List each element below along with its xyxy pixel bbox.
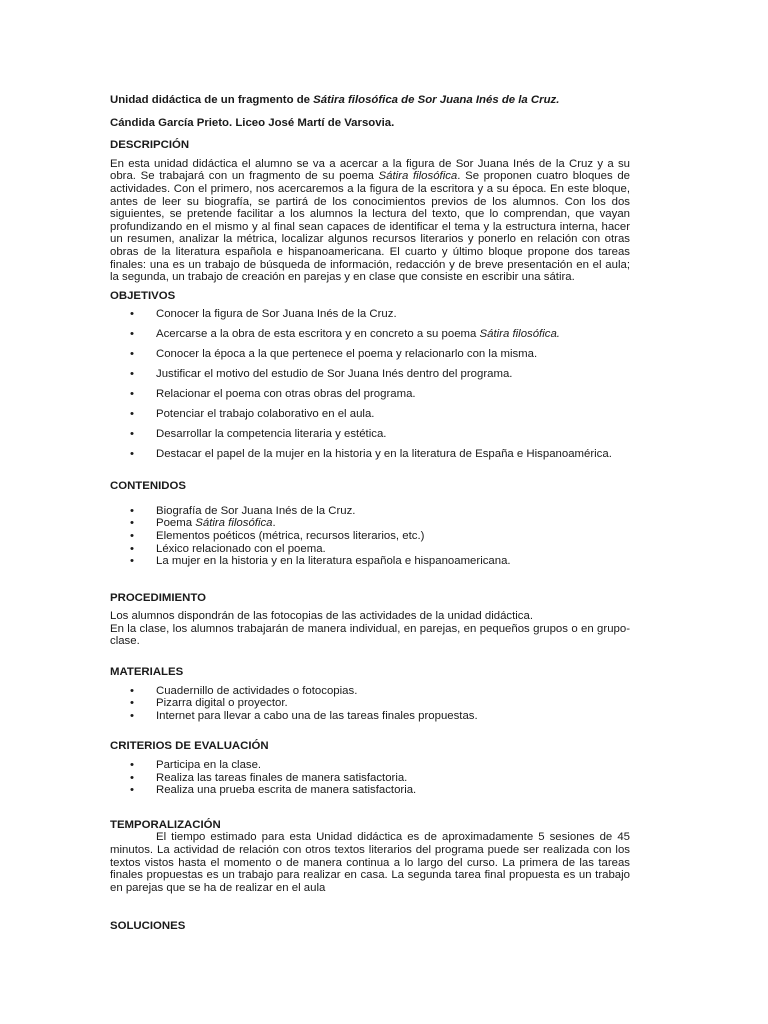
title-prefix: Unidad didáctica de un fragmento de bbox=[110, 94, 314, 106]
list-item-text: Relacionar el poema con otras obras del programa. bbox=[156, 387, 416, 400]
bullet-icon: • bbox=[130, 348, 134, 361]
bullet-icon: • bbox=[130, 759, 134, 772]
bullet-icon: • bbox=[130, 367, 134, 380]
list-item bbox=[110, 784, 630, 797]
procedimiento-line2: En la clase, los alumnos trabajarán de manera individual, en parejas, en pequeños grupos o en grupo-clase. bbox=[110, 622, 630, 648]
criterios-list bbox=[110, 759, 630, 797]
bullet-icon: • bbox=[130, 447, 134, 460]
bullet-icon: • bbox=[130, 308, 134, 321]
descripcion-paragraph bbox=[110, 158, 630, 284]
list-item bbox=[110, 348, 630, 361]
list-item-text: Destacar el papel de la mujer en la historia y en la literatura de España e Hispanoamérica. bbox=[156, 447, 612, 460]
list-item-text: Participa en la clase. bbox=[156, 759, 262, 772]
bullet-icon: • bbox=[130, 684, 134, 697]
materiales-list bbox=[110, 685, 630, 723]
list-item-text: Conocer la figura de Sor Juana Inés de la Cruz. bbox=[156, 308, 397, 321]
bullet-icon: • bbox=[130, 387, 134, 400]
list-item-text: Cuadernillo de actividades o fotocopias. bbox=[156, 684, 358, 697]
list-item-text: Léxico relacionado con el poema. bbox=[156, 542, 326, 555]
bullet-icon: • bbox=[130, 504, 134, 517]
list-item-text: Potenciar el trabajo colaborativo en el aula. bbox=[156, 407, 375, 420]
document-title bbox=[110, 94, 630, 107]
bullet-icon: • bbox=[130, 427, 134, 440]
contenidos-list bbox=[110, 505, 630, 568]
temporalizacion-paragraph: El tiempo estimado para esta Unidad didáctica es de aproximadamente 5 sesiones de 45 minutos. La actividad de relación con otros textos literarios del programa puede ser realizada con los textos vistos hasta el momento o de manera continua a lo largo del curso. La primera de las tareas finales propuestas es un trabajo para realizar en casa. La segunda tarea final propuesta es un trabajo en parejas que se ha de realizar en el aula bbox=[110, 831, 630, 894]
list-item-text: Realiza una prueba escrita de manera satisfactoria. bbox=[156, 784, 417, 797]
list-item bbox=[110, 685, 630, 698]
descripcion-part1: En esta unidad didáctica el alumno se va a acercar a la figura de Sor Juana Inés de la Cruz y a su obra. Se trabajará con un fragmento de su poema bbox=[110, 157, 630, 183]
list-item-text: Desarrollar la competencia literaria y estética. bbox=[156, 427, 387, 440]
heading-procedimiento: PROCEDIMIENTO bbox=[110, 591, 206, 604]
list-item-italic: Sátira filosófica bbox=[195, 517, 273, 530]
list-item-text: Realiza las tareas finales de manera satisfactoria. bbox=[156, 771, 408, 784]
heading-contenidos: CONTENIDOS bbox=[110, 480, 186, 493]
document-content bbox=[110, 94, 630, 939]
bullet-icon: • bbox=[130, 555, 134, 568]
list-item bbox=[110, 448, 630, 461]
bullet-icon: • bbox=[130, 407, 134, 420]
title-work: Sátira filosófica de Sor Juana Inés de la Cruz. bbox=[313, 94, 560, 106]
bullet-icon: • bbox=[130, 784, 134, 797]
list-item-text: Justificar el motivo del estudio de Sor Juana Inés dentro del programa. bbox=[156, 367, 513, 380]
heading-descripcion: DESCRIPCIÓN bbox=[110, 139, 190, 152]
list-item bbox=[110, 428, 630, 441]
list-item-text: Conocer la época a la que pertenece el poema y relacionarlo con la misma. bbox=[156, 348, 538, 361]
list-item bbox=[110, 697, 630, 710]
heading-temporalizacion: TEMPORALIZACIÓN bbox=[110, 818, 221, 831]
list-item bbox=[110, 772, 630, 785]
list-item bbox=[110, 759, 630, 772]
list-item bbox=[110, 368, 630, 381]
bullet-icon: • bbox=[130, 771, 134, 784]
list-item bbox=[110, 408, 630, 421]
bullet-icon: • bbox=[130, 328, 134, 341]
list-item bbox=[110, 328, 630, 341]
list-item-text: Pizarra digital o proyector. bbox=[156, 697, 288, 710]
list-item-text: Acercarse a la obra de esta escritora y en concreto a su poema bbox=[156, 328, 480, 341]
list-item-text: La mujer en la historia y en la literatura española e hispanoamericana. bbox=[156, 555, 511, 568]
procedimiento-line1: Los alumnos dispondrán de las fotocopias de las actividades de la unidad didáctica. bbox=[110, 610, 533, 623]
list-item bbox=[110, 555, 630, 568]
bullet-icon: • bbox=[130, 709, 134, 722]
bullet-icon: • bbox=[130, 697, 134, 710]
descripcion-part2: . Se proponen cuatro bloques de actividades. Con el primero, nos acercaremos a la figura de la escritora y a su época. En este bloque, antes de leer su biografía, se partirá de los conocimientos previos de los alumnos. Con los dos siguientes, se pretende facilitar a los alumnos la lectura del texto, que lo comprendan, que vayan profundizando en el mismo y al final sean capaces de identificar el tema y la estructura interna, hacer un resumen, analizar la métrica, localizar algunos recursos literarios y ponerlo en relación con otras obras de la literatura española e hispanoamericana. El cuarto y último bloque propone dos tareas finales: una es un trabajo de búsqueda de información, redacción y de breve presentación en el aula; la segunda, un trabajo de creación en parejas y en clase que consiste en escribir una sátira. bbox=[110, 170, 630, 284]
heading-objetivos: OBJETIVOS bbox=[110, 289, 176, 302]
bullet-icon: • bbox=[130, 517, 134, 530]
list-item-text: Biografía de Sor Juana Inés de la Cruz. bbox=[156, 504, 356, 517]
heading-soluciones: SOLUCIONES bbox=[110, 920, 186, 933]
list-item bbox=[110, 710, 630, 723]
document-author: Cándida García Prieto. Liceo José Martí de Varsovia. bbox=[110, 116, 395, 129]
list-item bbox=[110, 388, 630, 401]
list-item bbox=[110, 517, 630, 530]
list-item bbox=[110, 308, 630, 321]
heading-materiales: MATERIALES bbox=[110, 666, 184, 679]
list-item-suffix: . bbox=[556, 328, 560, 341]
list-item bbox=[110, 543, 630, 556]
list-item-italic: Sátira filosófica bbox=[479, 328, 557, 341]
heading-criterios: CRITERIOS DE EVALUACIÓN bbox=[110, 740, 269, 753]
bullet-icon: • bbox=[130, 529, 134, 542]
list-item-suffix: . bbox=[272, 517, 276, 530]
descripcion-italic: Sátira filosófica bbox=[378, 170, 458, 183]
list-item-text: Poema bbox=[156, 517, 196, 530]
list-item bbox=[110, 530, 630, 543]
objetivos-list bbox=[110, 308, 630, 460]
bullet-icon: • bbox=[130, 542, 134, 555]
list-item bbox=[110, 505, 630, 518]
list-item-text: Elementos poéticos (métrica, recursos literarios, etc.) bbox=[156, 529, 425, 542]
list-item-text: Internet para llevar a cabo una de las tareas finales propuestas. bbox=[156, 709, 478, 722]
